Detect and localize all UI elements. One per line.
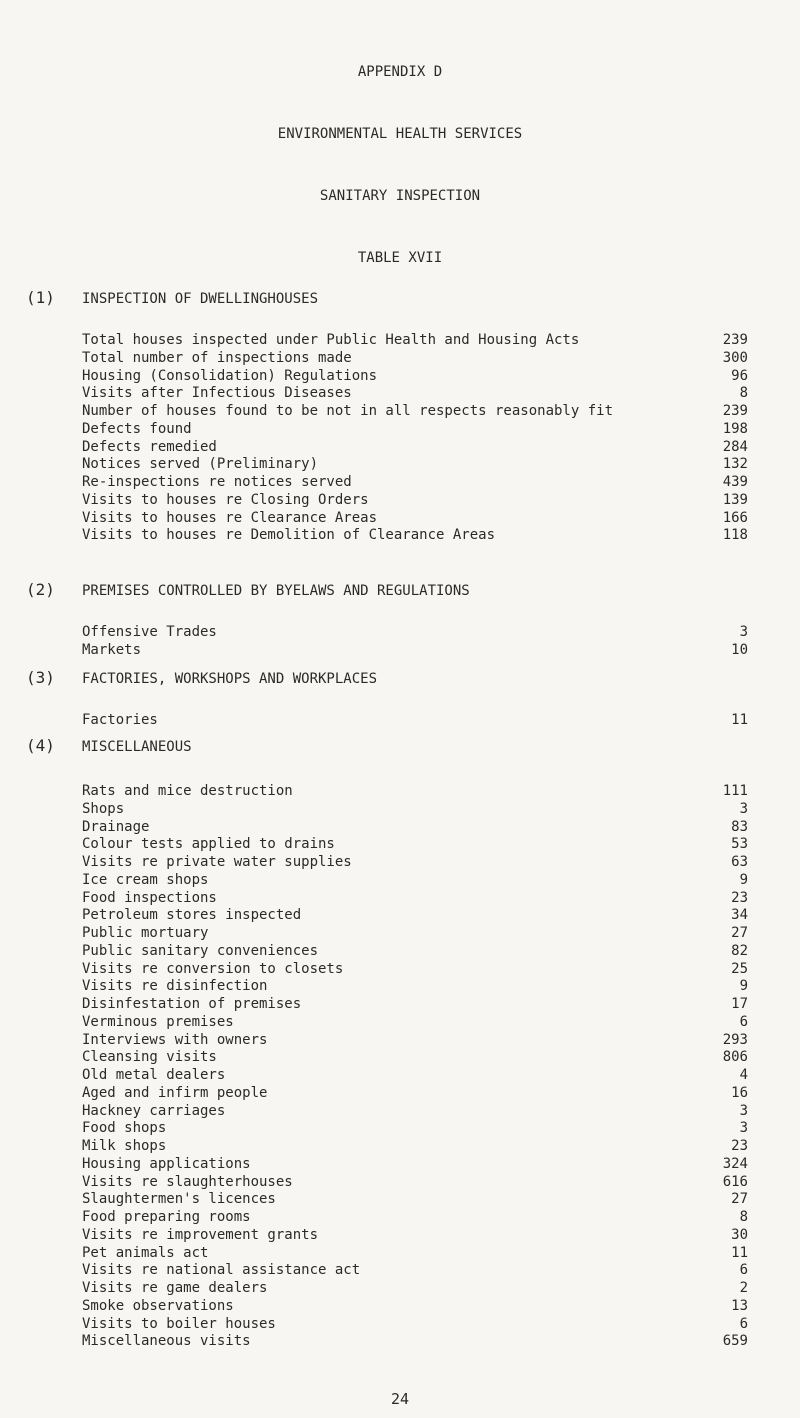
table-row: [82, 1298, 748, 1316]
row-value: 293: [722, 1031, 748, 1048]
row-value: 111: [722, 783, 748, 799]
row-label: Slaughtermen's licences: [82, 1191, 276, 1208]
table-row: [82, 996, 748, 1014]
table-row: [82, 492, 748, 510]
row-label: Visits re national assistance act: [82, 1262, 361, 1279]
section-number: (2): [26, 580, 55, 599]
section-title: MISCELLANEOUS: [82, 739, 192, 755]
row-label: Rats and mice destruction: [82, 783, 293, 799]
table-row: [82, 1245, 748, 1263]
table-row: [82, 872, 748, 890]
row-value: 34: [731, 907, 748, 924]
section-header: [26, 288, 318, 307]
row-label: Visits to boiler houses: [82, 1315, 276, 1332]
row-value: 659: [722, 1333, 748, 1350]
row-value: 11: [731, 712, 748, 728]
section-rows: [82, 783, 748, 1351]
service-heading: ENVIRONMENTAL HEALTH SERVICES: [277, 126, 523, 142]
table-row: [82, 854, 748, 872]
row-label: Factories: [82, 712, 158, 728]
section-number: (3): [26, 668, 55, 687]
table-row: [82, 890, 748, 908]
row-label: Visits re slaughterhouses: [82, 1173, 293, 1190]
row-value: 3: [739, 800, 748, 817]
row-value: 6: [739, 1013, 748, 1030]
table-row: [82, 332, 748, 350]
table-row: [82, 943, 748, 961]
row-label: Visits to houses re Demolition of Clearance Areas: [82, 527, 496, 544]
row-value: 30: [731, 1226, 748, 1243]
row-label: Disinfestation of premises: [82, 996, 302, 1012]
row-label: Number of houses found to be not in all respects reasonably fit: [82, 403, 614, 419]
table-row: [82, 783, 748, 801]
row-value: 166: [722, 509, 748, 526]
row-value: 13: [731, 1297, 748, 1314]
section-rows: [82, 624, 748, 660]
table-row: [82, 1227, 748, 1245]
row-value: 6: [739, 1315, 748, 1332]
row-label: Total houses inspected under Public Health and Housing Acts: [82, 332, 580, 348]
row-value: 132: [722, 456, 748, 473]
table-row: [82, 1191, 748, 1209]
row-value: 9: [739, 978, 748, 995]
row-value: 439: [722, 474, 748, 490]
row-label: Total number of inspections made: [82, 349, 352, 366]
row-label: Hackney carriages: [82, 1102, 226, 1119]
row-label: Housing (Consolidation) Regulations: [82, 367, 378, 384]
section-header: [26, 736, 192, 755]
row-label: Housing applications: [82, 1155, 251, 1172]
table-row: [82, 1138, 748, 1156]
row-value: 83: [731, 818, 748, 835]
row-label: Petroleum stores inspected: [82, 907, 302, 924]
row-value: 10: [731, 641, 748, 658]
table-row: [82, 456, 748, 474]
row-label: Markets: [82, 641, 142, 658]
row-value: 82: [731, 942, 748, 959]
row-label: Public mortuary: [82, 925, 209, 941]
table-row: [82, 474, 748, 492]
row-value: 4: [739, 1067, 748, 1083]
row-label: Visits re disinfection: [82, 978, 268, 995]
row-value: 239: [722, 403, 748, 419]
appendix-heading: APPENDIX D: [357, 64, 443, 80]
row-value: 23: [731, 1138, 748, 1154]
row-label: Food preparing rooms: [82, 1209, 251, 1225]
row-value: 324: [722, 1155, 748, 1172]
row-label: Visits re improvement grants: [82, 1226, 319, 1243]
row-label: Verminous premises: [82, 1013, 234, 1030]
row-label: Pet animals act: [82, 1244, 209, 1261]
table-row: [82, 624, 748, 642]
table-row: [82, 978, 748, 996]
row-label: Visits to houses re Clearance Areas: [82, 509, 378, 526]
table-row: [82, 1209, 748, 1227]
page-number: 24: [390, 1390, 410, 1408]
table-row: [82, 1262, 748, 1280]
row-value: 25: [731, 960, 748, 977]
row-value: 806: [722, 1049, 748, 1066]
section-title: PREMISES CONTROLLED BY BYELAWS AND REGULATIONS: [82, 583, 470, 599]
table-row: [82, 1085, 748, 1103]
table-row: [82, 907, 748, 925]
table-row: [82, 527, 748, 545]
row-value: 16: [731, 1084, 748, 1101]
table-row: [82, 510, 748, 528]
row-value: 6: [739, 1262, 748, 1279]
section-rows: [82, 712, 748, 730]
table-row: [82, 1316, 748, 1334]
table-row: [82, 819, 748, 837]
row-label: Aged and infirm people: [82, 1084, 268, 1101]
table-row: [82, 1120, 748, 1138]
row-label: Notices served (Preliminary): [82, 456, 319, 473]
row-label: Old metal dealers: [82, 1067, 226, 1083]
row-value: 118: [722, 527, 748, 544]
row-label: Interviews with owners: [82, 1031, 268, 1048]
table-row: [82, 712, 748, 730]
table-row: [82, 961, 748, 979]
row-value: 139: [722, 491, 748, 508]
table-heading: TABLE XVII: [357, 250, 443, 266]
table-row: [82, 1067, 748, 1085]
section-title: FACTORIES, WORKSHOPS AND WORKPLACES: [82, 671, 378, 687]
table-row: [82, 1156, 748, 1174]
subtitle-heading: SANITARY INSPECTION: [319, 188, 481, 204]
row-label: Public sanitary conveniences: [82, 942, 319, 959]
section-number: (4): [26, 736, 55, 755]
row-value: 239: [722, 332, 748, 348]
row-value: 8: [739, 1209, 748, 1225]
row-label: Ice cream shops: [82, 871, 209, 888]
row-label: Colour tests applied to drains: [82, 836, 335, 853]
section-number: (1): [26, 288, 55, 307]
table-row: [82, 1032, 748, 1050]
row-label: Miscellaneous visits: [82, 1333, 251, 1350]
row-label: Smoke observations: [82, 1297, 234, 1314]
row-value: 53: [731, 836, 748, 853]
row-value: 23: [731, 889, 748, 906]
table-row: [82, 421, 748, 439]
row-value: 616: [722, 1173, 748, 1190]
row-value: 17: [731, 996, 748, 1012]
section-rows: [82, 332, 748, 545]
row-label: Visits to houses re Closing Orders: [82, 491, 369, 508]
row-value: 2: [739, 1280, 748, 1296]
row-label: Cleansing visits: [82, 1049, 217, 1066]
row-label: Milk shops: [82, 1138, 167, 1154]
table-row: [82, 801, 748, 819]
table-row: [82, 1174, 748, 1192]
row-label: Food shops: [82, 1120, 167, 1137]
row-value: 9: [739, 871, 748, 888]
row-label: Drainage: [82, 818, 150, 835]
row-value: 284: [722, 438, 748, 455]
table-row: [82, 1333, 748, 1351]
row-value: 198: [722, 420, 748, 437]
row-value: 11: [731, 1244, 748, 1261]
row-label: Visits re conversion to closets: [82, 960, 344, 977]
row-label: Defects remedied: [82, 438, 217, 455]
row-value: 3: [739, 1102, 748, 1119]
row-value: 3: [739, 1120, 748, 1137]
table-row: [82, 350, 748, 368]
row-value: 3: [739, 624, 748, 640]
row-label: Re-inspections re notices served: [82, 474, 352, 490]
row-label: Defects found: [82, 420, 192, 437]
row-label: Visits re game dealers: [82, 1280, 268, 1296]
table-row: [82, 925, 748, 943]
row-label: Shops: [82, 800, 125, 817]
row-value: 27: [731, 925, 748, 941]
section-header: [26, 580, 470, 599]
table-row: [82, 385, 748, 403]
row-value: 8: [739, 385, 748, 402]
table-row: [82, 403, 748, 421]
row-value: 27: [731, 1191, 748, 1208]
row-label: Food inspections: [82, 889, 217, 906]
row-label: Offensive Trades: [82, 624, 217, 640]
row-value: 63: [731, 854, 748, 870]
row-value: 96: [731, 367, 748, 384]
row-label: Visits after Infectious Diseases: [82, 385, 352, 402]
table-row: [82, 368, 748, 386]
row-value: 300: [722, 349, 748, 366]
section-header: [26, 668, 377, 687]
table-row: [82, 1280, 748, 1298]
row-label: Visits re private water supplies: [82, 854, 352, 870]
table-row: [82, 439, 748, 457]
table-row: [82, 642, 748, 660]
table-row: [82, 1014, 748, 1032]
table-row: [82, 1103, 748, 1121]
section-title: INSPECTION OF DWELLINGHOUSES: [82, 291, 319, 307]
table-row: [82, 836, 748, 854]
table-row: [82, 1049, 748, 1067]
